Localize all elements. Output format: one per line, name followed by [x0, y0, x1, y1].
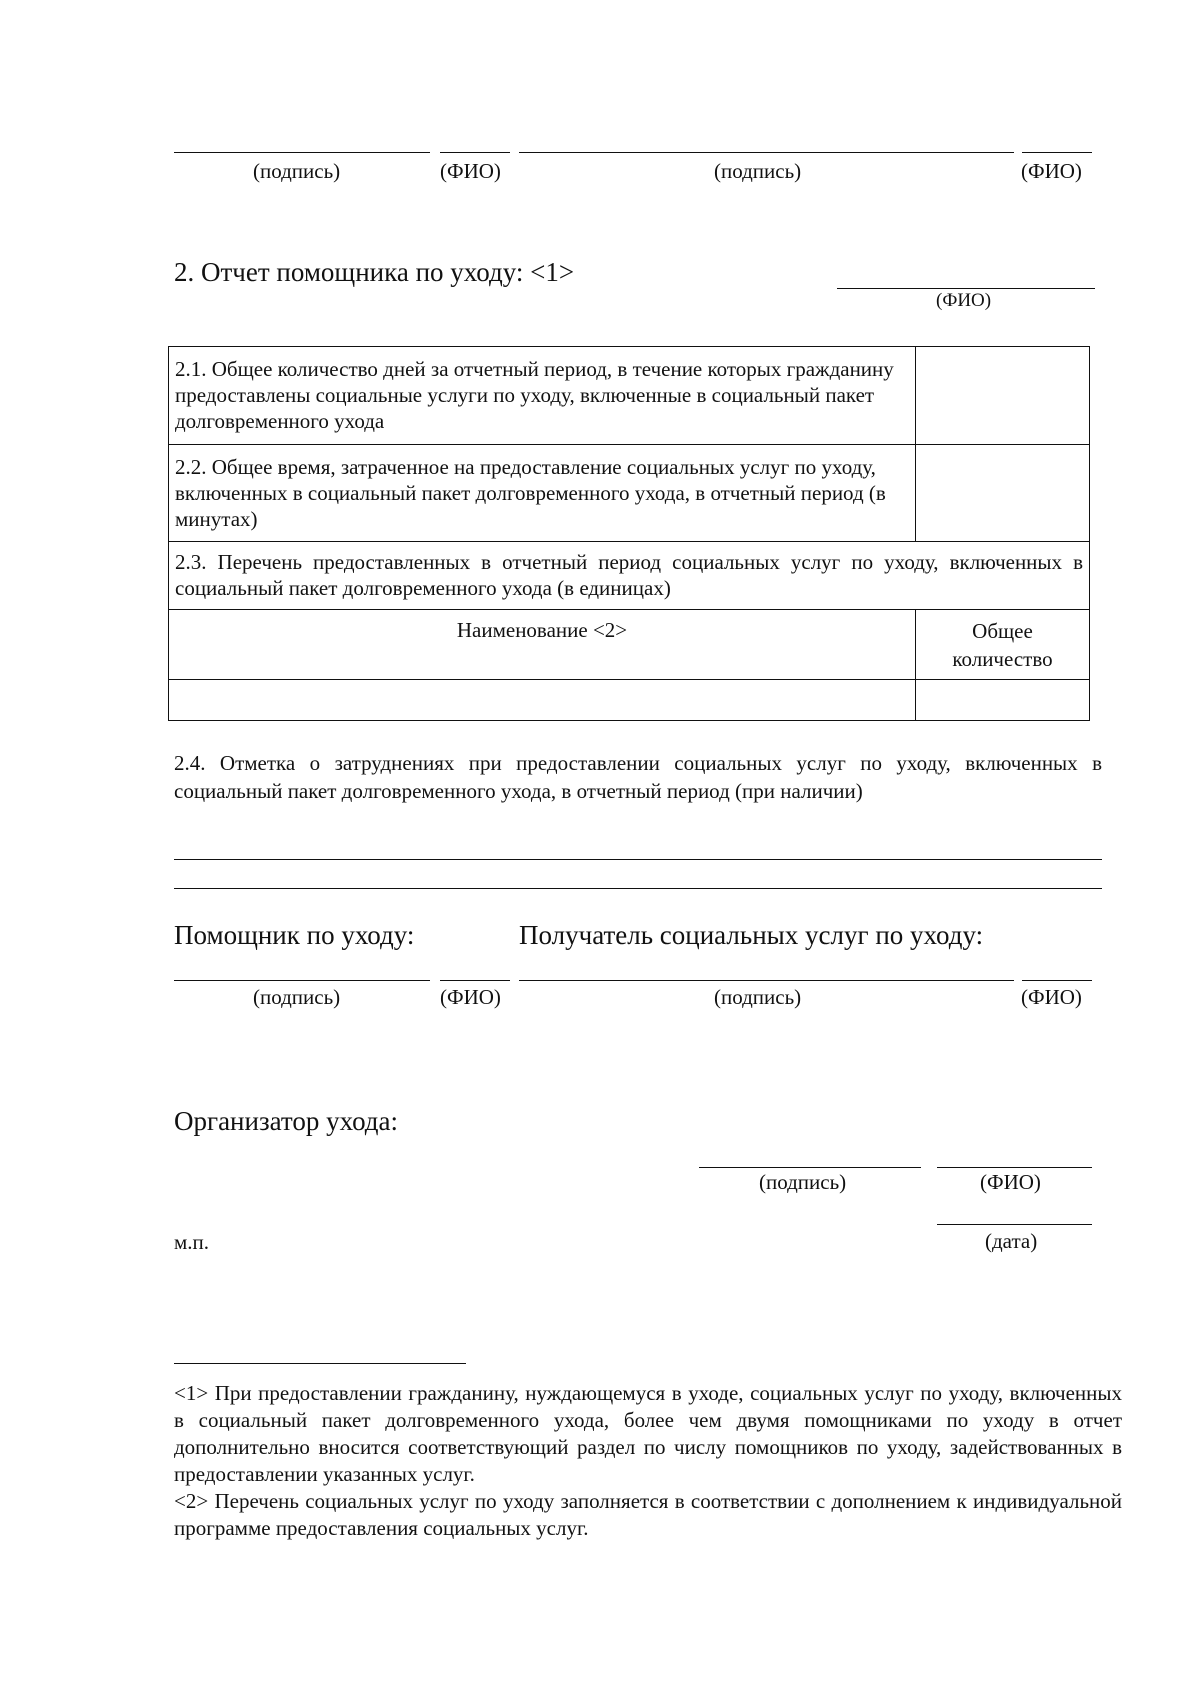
sig-line-organizer-podpis: [699, 1167, 921, 1168]
section-2-fio-line: [837, 288, 1095, 289]
stamp-place-label: м.п.: [174, 1230, 210, 1254]
data-total-cell[interactable]: [916, 680, 1090, 721]
helper-fio-caption: (ФИО): [440, 985, 501, 1009]
footnote-2: <2> Перечень социальных услуг по уходу заполняется в соответствии с дополнением к индивидуальной программе предоставления социальных услуг.: [174, 1489, 1122, 1540]
table-row: [169, 445, 1090, 542]
blank-line-2: [174, 888, 1102, 889]
organizer-date-caption: (дата): [985, 1229, 1038, 1253]
report-table: [168, 346, 1090, 721]
top-fio-caption-1: (ФИО): [440, 159, 501, 183]
sig-line-organizer-date: [937, 1224, 1092, 1225]
footnote-separator: [174, 1363, 466, 1364]
row-2-2-value[interactable]: [916, 445, 1090, 542]
table-row: [169, 347, 1090, 445]
table-row: [169, 680, 1090, 721]
footnote-1: <1> При предоставлении гражданину, нуждающемуся в уходе, социальных услуг по уходу, включенных в социальный пакет долговременного ухода, более чем двумя помощниками по уходу в отчет дополнительно вносится соответствующий раздел по числу помощников по уходу, задействованных в предоставлении указанных услуг.: [174, 1381, 1122, 1486]
sig-line-recipient-podpis: [519, 980, 1014, 981]
sig-line-organizer-fio: [937, 1167, 1092, 1168]
row-2-1-label: 2.1. Общее количество дней за отчетный период, в течение которых гражданину предоставлены социальные услуги по уходу, включенные в социальный пакет долговременного ухода: [169, 347, 916, 445]
table-row: [169, 542, 1090, 610]
sig-line-top-podpis-2: [519, 152, 1014, 153]
sig-line-recipient-fio: [1022, 980, 1092, 981]
blank-line-1: [174, 859, 1102, 860]
row-2-3-label: 2.3. Перечень предоставленных в отчетный период социальных услуг по уходу, включенных в социальный пакет долговременного ухода (в единицах): [169, 542, 1090, 610]
recipient-podpis-caption: (подпись): [714, 985, 802, 1009]
helper-podpis-caption: (подпись): [253, 985, 341, 1009]
recipient-label: Получатель социальных услуг по уходу:: [519, 920, 984, 950]
section-2-title: 2. Отчет помощника по уходу: <1>: [174, 257, 575, 287]
section-2-fio-caption: (ФИО): [936, 290, 992, 311]
item-2-4-text: 2.4. Отметка о затруднениях при предоставлении социальных услуг по уходу, включенных в социальный пакет долговременного ухода, в отчетный период (при наличии): [174, 751, 1102, 803]
sig-line-top-podpis-1: [174, 152, 430, 153]
helper-label: Помощник по уходу:: [174, 920, 415, 950]
top-fio-caption-2: (ФИО): [1021, 159, 1082, 183]
row-2-1-value[interactable]: [916, 347, 1090, 445]
organizer-label: Организатор ухода:: [174, 1106, 399, 1136]
row-2-2-label: 2.2. Общее время, затраченное на предоставление социальных услуг по уходу, включенных в социальный пакет долговременного ухода, в отчетный период (в минутах): [169, 445, 916, 542]
top-podpis-caption-1: (подпись): [253, 159, 341, 183]
table-header-row: [169, 610, 1090, 680]
sig-line-top-fio-2: [1022, 152, 1092, 153]
column-name-header: Наименование <2>: [169, 610, 916, 680]
data-name-cell[interactable]: [169, 680, 916, 721]
organizer-podpis-caption: (подпись): [759, 1170, 847, 1194]
column-total-header: Общее количество: [916, 610, 1090, 680]
recipient-fio-caption: (ФИО): [1021, 985, 1082, 1009]
sig-line-helper-podpis: [174, 980, 430, 981]
sig-line-top-fio-1: [440, 152, 510, 153]
organizer-fio-caption: (ФИО): [980, 1170, 1041, 1194]
top-podpis-caption-2: (подпись): [714, 159, 802, 183]
sig-line-helper-fio: [440, 980, 510, 981]
